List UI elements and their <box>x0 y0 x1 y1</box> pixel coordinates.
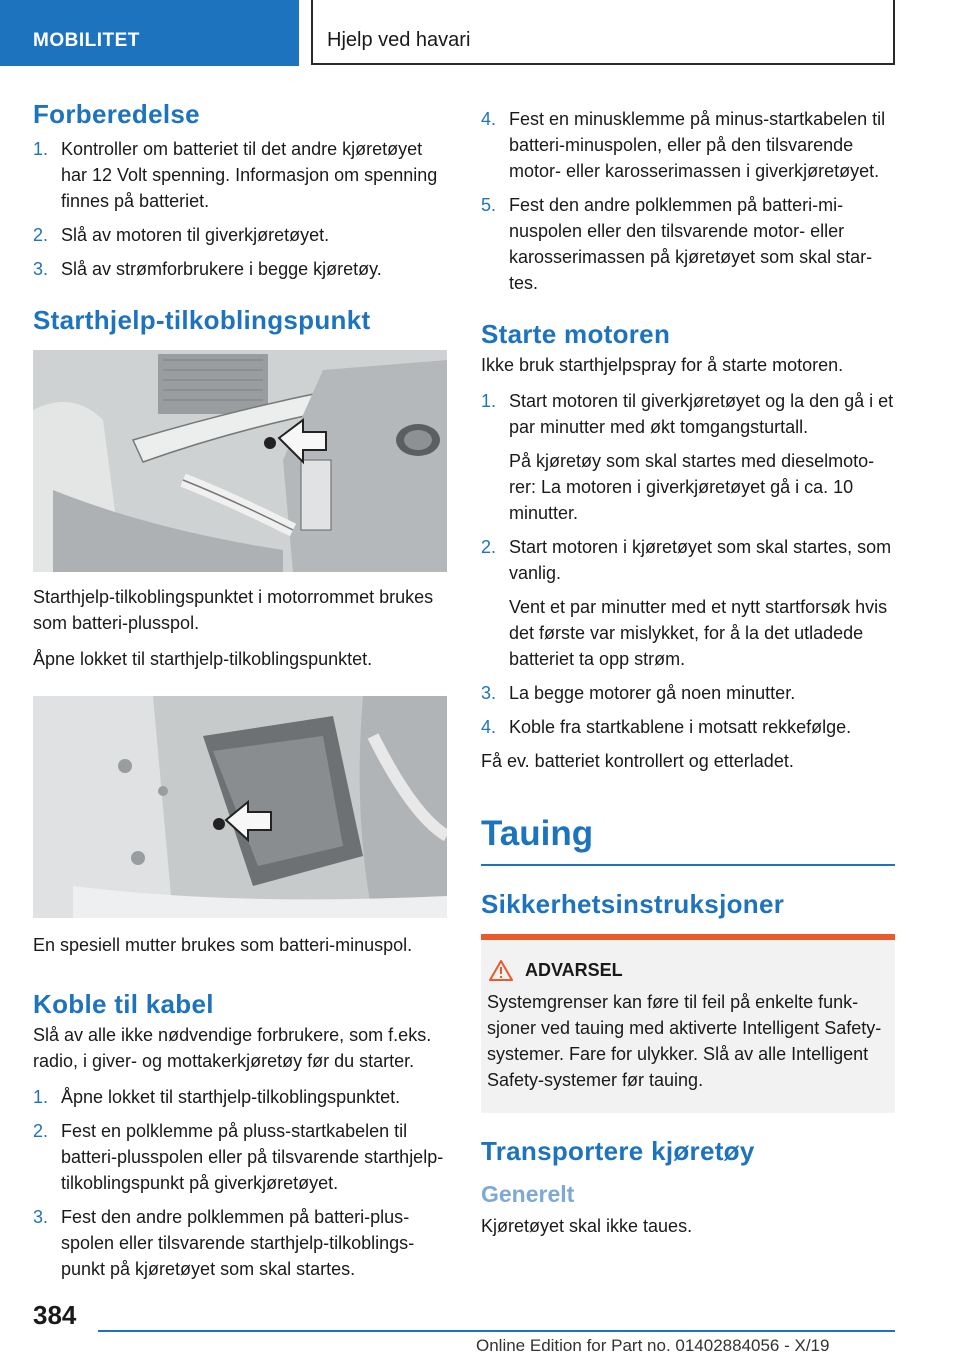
prep-steps <box>33 136 447 282</box>
list-item: 4. Koble fra startkablene i motsatt rekkefølge. <box>481 717 852 737</box>
list-item: 3. La begge motorer gå noen minutter. <box>481 683 796 703</box>
page-header <box>0 0 960 68</box>
heading-connect-cable: Koble til kabel <box>33 989 214 1019</box>
start-intro: Ikke bruk starthjelpspray for å starte motoren. <box>481 355 844 375</box>
list-item: 3. Fest den andre polklemmen på batteri-plusspolen eller tilsvarende starthjelp-tilkoblingspunkt på kjøretøyet som skal startes. <box>33 1207 415 1279</box>
list-item: 4. Fest en minusklemme på minus-startkabelen til batteri-minuspolen, eller på den tilsvarende motor- eller karosserimassen i giverkjøretøyet. <box>481 109 886 181</box>
edition-text: Online Edition for Part no. 01402884056 - X/19 <box>476 1336 830 1355</box>
heading-start-engine: Starte motoren <box>481 319 671 349</box>
left-column <box>33 98 447 1290</box>
right-column <box>481 106 895 1249</box>
warning-box <box>481 934 895 1113</box>
heading-preparation: Forberedelse <box>33 99 200 129</box>
section-divider <box>481 864 895 866</box>
start-outro: Få ev. batteriet kontrollert og etterladet. <box>481 751 794 771</box>
heading-general: Generelt <box>481 1181 575 1207</box>
caption-plus-terminal: Starthjelp-tilkoblingspunktet i motorrommet brukes som batteri-plusspol. <box>33 587 434 633</box>
engine-bay-plus-terminal-image <box>33 350 447 572</box>
heading-jump-point: Starthjelp-tilkoblingspunkt <box>33 305 371 335</box>
general-text: Kjøretøyet skal ikke taues. <box>481 1216 693 1236</box>
warning-triangle-icon <box>489 960 513 981</box>
warning-text: Systemgrenser kan føre til feil på enkelte funksjoner ved tauing med aktiverte Intelligent Safety-systemer. Fare for ulykker. Slå av alle Intelligent Safety-systemer før tauing. <box>487 992 882 1090</box>
list-item: 1. Kontroller om batteriet til det andre kjøretøyet har 12 Volt spenning. Informasjon om spenning finnes på batteriet. <box>33 139 438 211</box>
step-note: Vent et par minutter med et nytt startforsøk hvis det første var mislykket, for å la det utladede batteriet ta opp strøm. <box>509 597 888 669</box>
caption-minus-terminal: En spesiell mutter brukes som batteri-minuspol. <box>33 935 413 955</box>
step-note: På kjøretøy som skal startes med dieselmotorer: La motoren i giverkjøretøyet gå i ca. 10 minutter. <box>509 451 875 523</box>
list-item: 2. Start motoren i kjøretøyet som skal startes, som vanlig. Vent et par minutter med et nytt startforsøk hvis det første var mislykket, for å la det utladede batteriet ta opp strøm. <box>481 534 895 672</box>
footer-divider <box>98 1330 895 1332</box>
cable-steps <box>33 1084 447 1282</box>
heading-transport: Transportere kjøretøy <box>481 1136 755 1166</box>
cable-intro: Slå av alle ikke nødvendige forbrukere, som f.eks. radio, i giver- og mottakerkjøretøy før du starter. <box>33 1025 432 1071</box>
list-item: 1. Start motoren til giverkjøretøyet og la den gå i et par minutter med økt tomgangsturtall. På kjøretøy som skal startes med dieselmotorer: La motoren i giverkjøretøyet gå i ca. 10 minutter. <box>481 388 895 526</box>
heading-safety: Sikkerhetsinstruksjoner <box>481 889 785 919</box>
list-item: 5. Fest den andre polklemmen på batteri-minuspolen eller den tilsvarende motor- eller karosserimassen på kjøretøyet som skal startes. <box>481 195 873 293</box>
start-steps <box>481 388 895 740</box>
heading-towing: Tauing <box>481 814 594 853</box>
engine-bay-minus-terminal-image <box>33 696 447 918</box>
list-item: 1. Åpne lokket til starthjelp-tilkoblingspunktet. <box>33 1087 401 1107</box>
page-number: 384 <box>33 1300 77 1330</box>
cable-steps-continued <box>481 106 895 296</box>
list-item: 3. Slå av strømforbrukere i begge kjøretøy. <box>33 259 382 279</box>
list-item: 2. Slå av motoren til giverkjøretøyet. <box>33 225 330 245</box>
section-tab: MOBILITET <box>0 0 299 66</box>
caption-open-lid: Åpne lokket til starthjelp-tilkoblingspunktet. <box>33 649 373 669</box>
chapter-title: Hjelp ved havari <box>311 0 895 65</box>
list-item: 2. Fest en polklemme på pluss-startkabelen til batteri-plusspolen eller på tilsvarende starthjelp-tilkoblingspunkt på giverkjøretøyet. <box>33 1121 444 1193</box>
warning-title: ADVARSEL <box>487 960 889 981</box>
